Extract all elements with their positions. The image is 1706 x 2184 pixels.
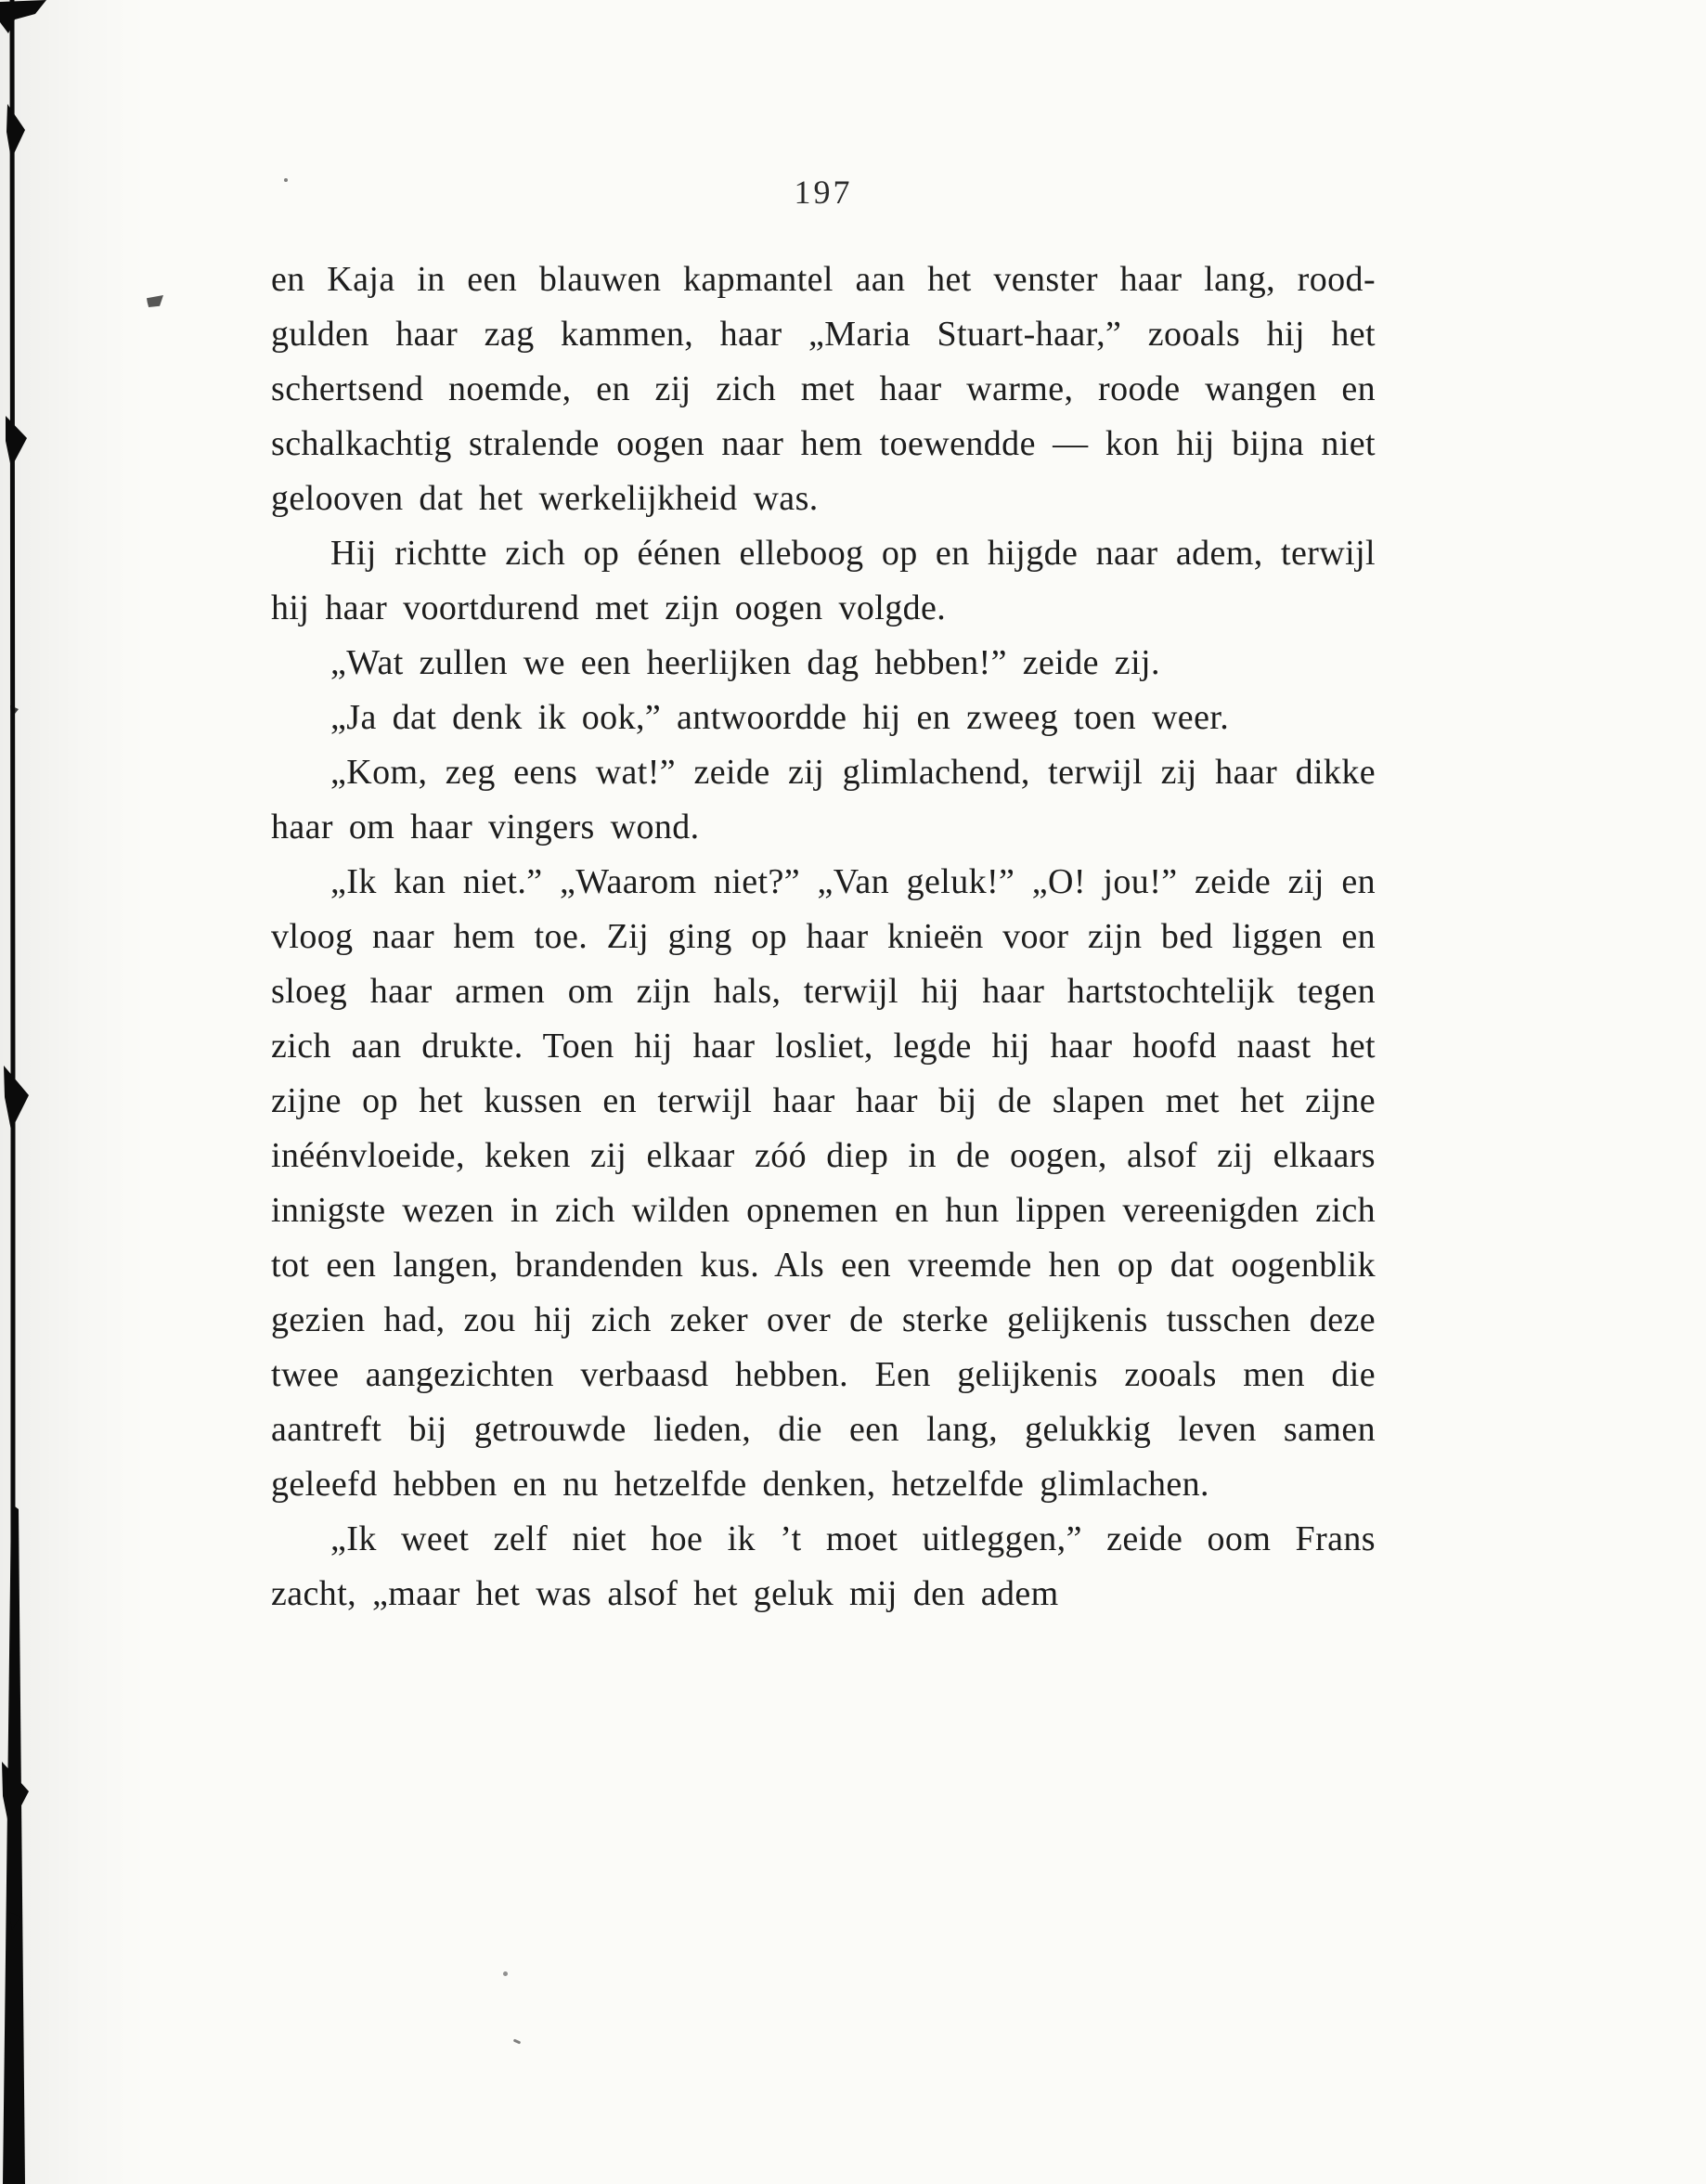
paragraph: „Ja dat denk ik ook,” antwoordde hij en zweeg toen weer.: [330, 698, 1230, 737]
page-number: 197: [794, 174, 853, 211]
paragraph: „Ik weet zelf niet hoe ik ’t moet uitleggen,” zeide oom Frans zacht, „maar het was alsof het geluk mij den adem: [271, 1519, 1376, 1613]
paragraph: „Ik kan niet.” „Waarom niet?” „Van geluk!” „O! jou!” zeide zij en vloog naar hem toe. Zij ging op haar knieën voor zijn bed liggen en sloeg haar armen om zijn hals, terwijl hij haar hartstochtelijk tegen zich aan drukte. Toen hij haar losliet, legde hij haar hoofd naast het zijne op het kussen en terwijl haar haar bij de slapen met het zijne inéénvloeide, keken zij elkaar zóó diep in de oogen, alsof zij elkaars innigste wezen in zich wilden opnemen en hun lippen vereenigden zich tot een langen, brandenden kus. Als een vreemde hen op dat oogenblik gezien had, zou hij zich zeker over de sterke gelijkenis tusschen deze twee aangezichten verbaasd hebben. Een gelijkenis zooals men die aantreft bij getrouwde lieden, die een lang, gelukkig leven samen geleefd hebben en nu hetzelfde denken, hetzelfde glimlachen.: [271, 862, 1376, 1504]
binding-artifact: [0, 0, 67, 2184]
text-block: [271, 252, 1376, 1622]
paragraph: en Kaja in een blauwen kapmantel aan het venster haar lang, rood-gulden haar zag kammen, haar „Maria Stuart-haar,” zooals hij het schertsend noemde, en zij zich met haar warme, roode wangen en schalkachtig stralende oogen naar hem toewendde — kon hij bijna niet gelooven dat het werkelijkheid was.: [271, 260, 1376, 518]
ink-speck: [513, 2039, 522, 2045]
ink-speck: [503, 1971, 508, 1976]
margin-ink-mark: [147, 295, 163, 307]
paragraph: „Wat zullen we een heerlijken dag hebben!” zeide zij.: [330, 643, 1160, 682]
paragraph: „Kom, zeg eens wat!” zeide zij glimlachend, terwijl zij haar dikke haar om haar vingers wond.: [271, 753, 1376, 846]
paragraph: Hij richtte zich op éénen elleboog op en hijgde naar adem, terwijl hij haar voortdurend met zijn oogen volgde.: [271, 534, 1376, 627]
